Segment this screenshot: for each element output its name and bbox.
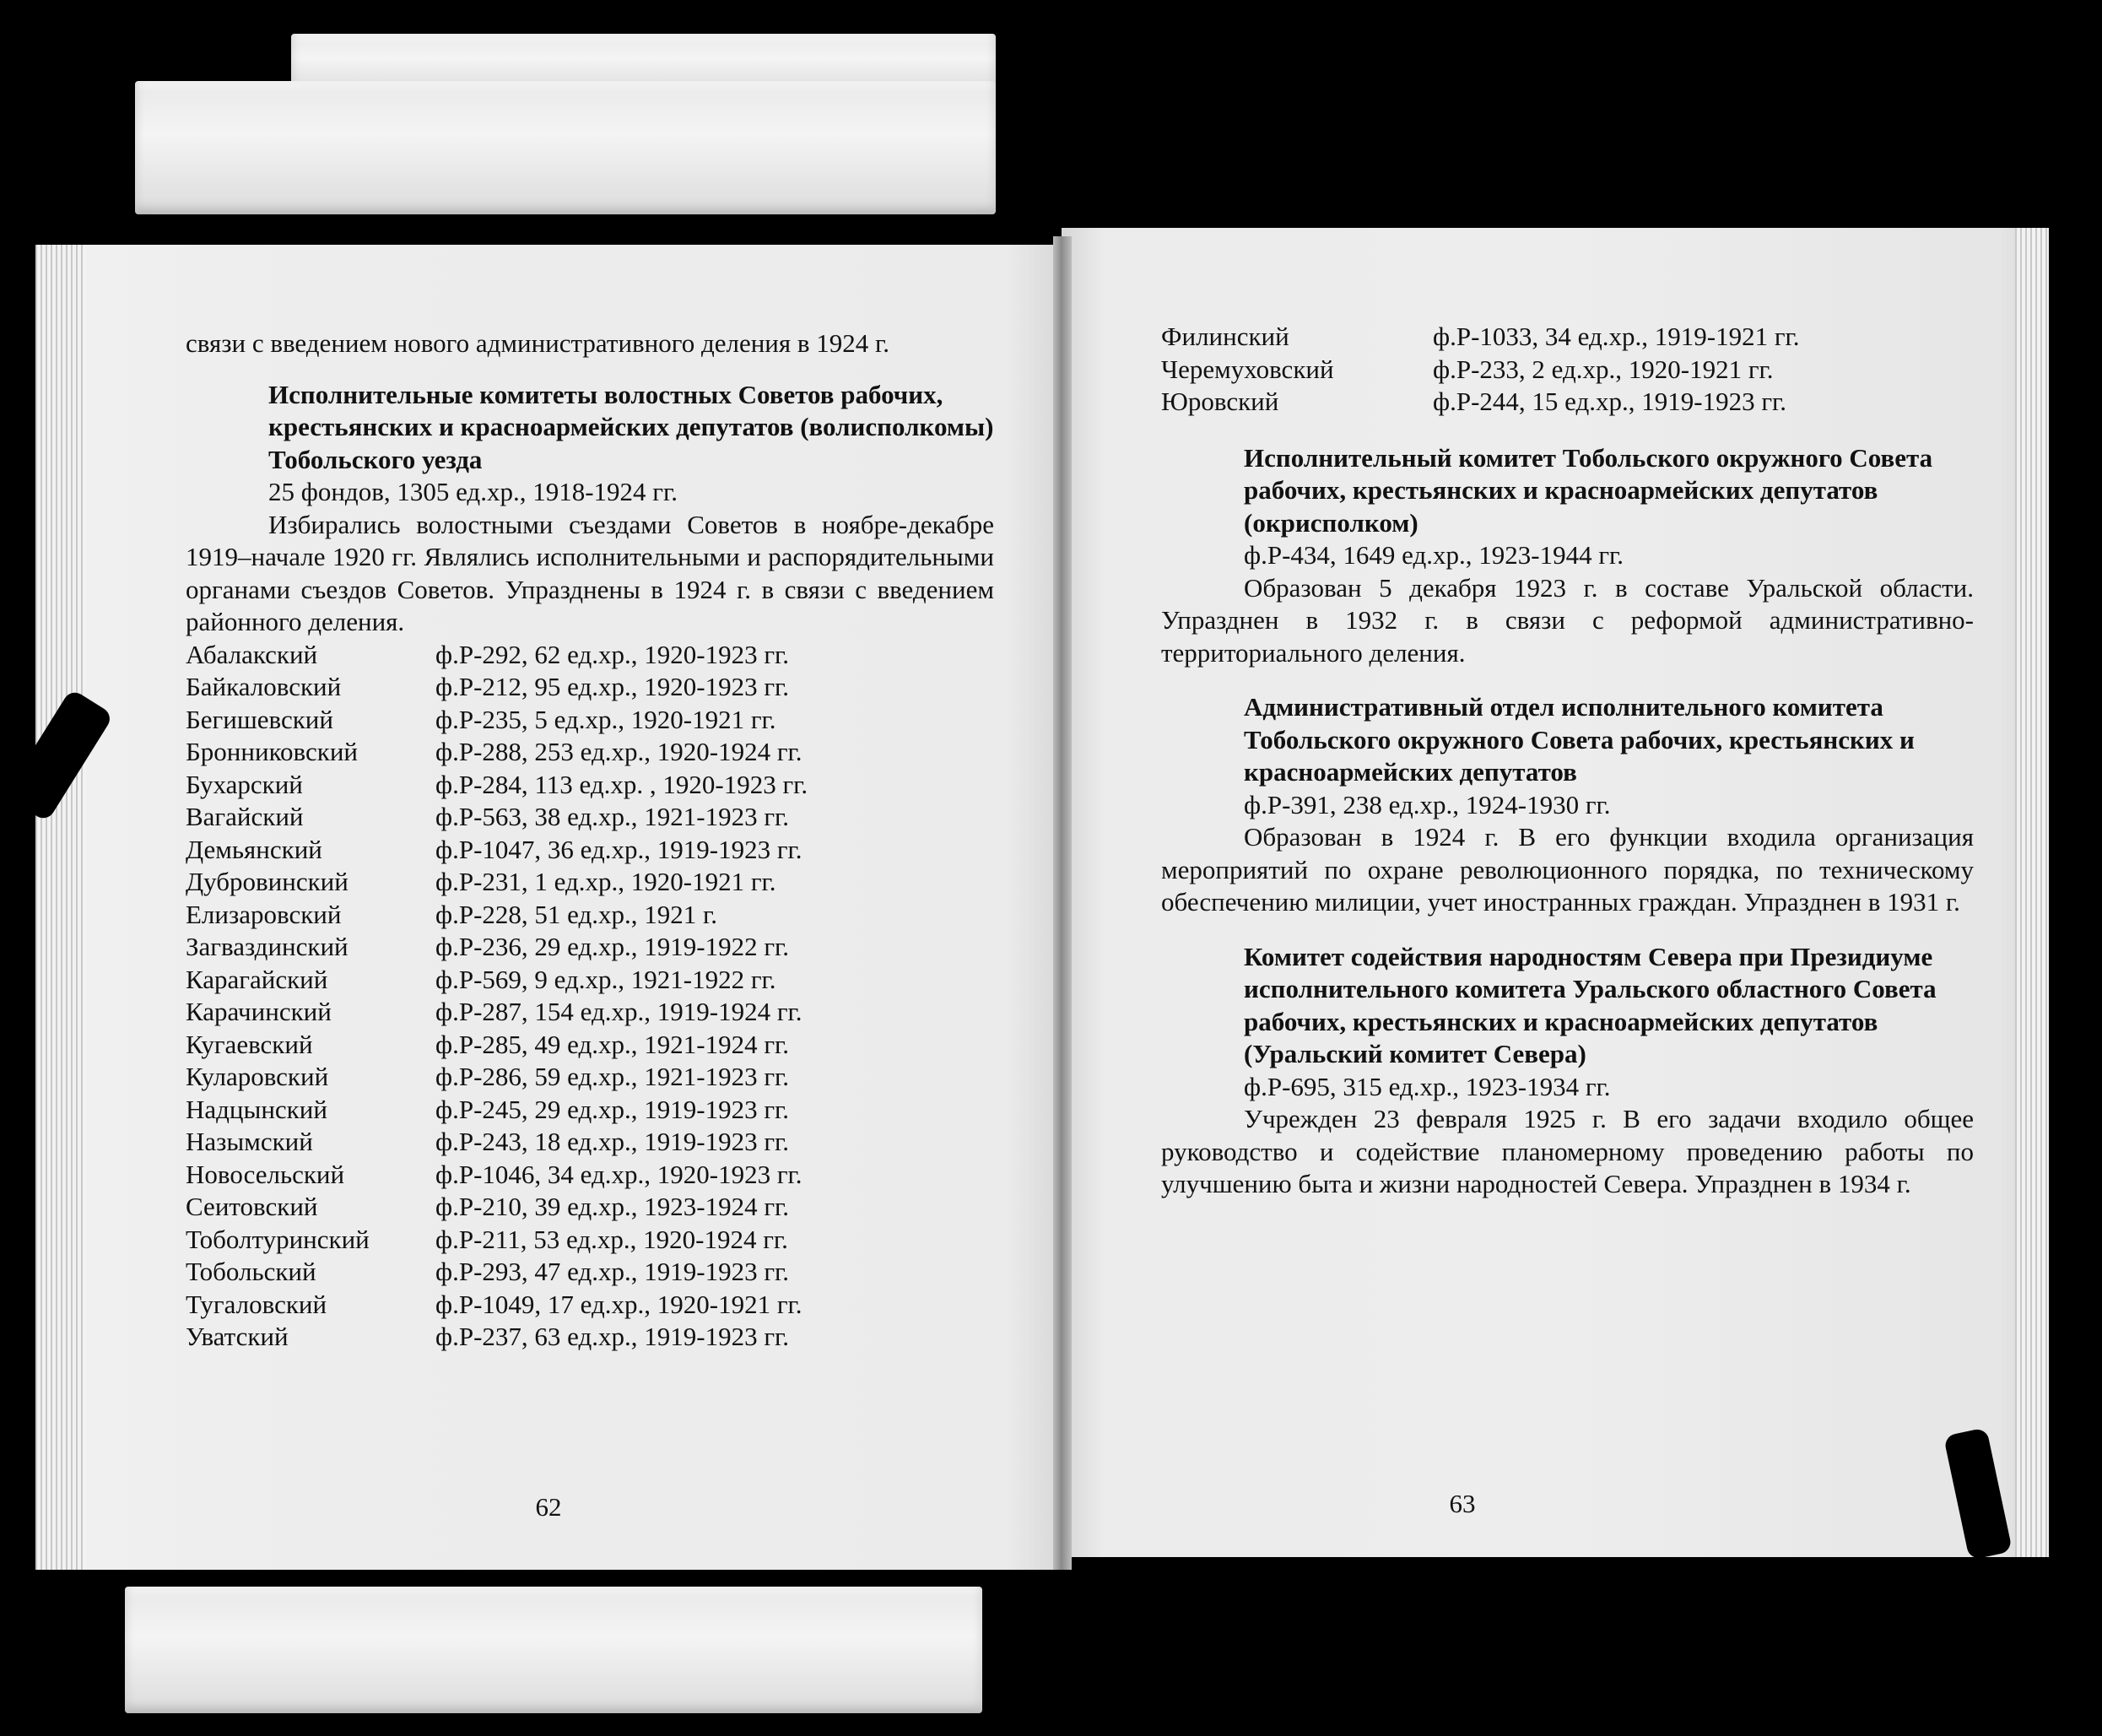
- volost-name: Загваздинский: [186, 932, 349, 961]
- fund-info: ф.Р-237, 63 ед.хр., 1919-1923 гг.: [435, 1322, 790, 1351]
- volost-name: Тобольский: [186, 1257, 316, 1286]
- list-item: [186, 1029, 994, 1062]
- list-item: [186, 964, 994, 997]
- list-item: [186, 866, 994, 899]
- volost-name: Назымский: [186, 1127, 313, 1156]
- section-meta: ф.Р-695, 315 ед.хр., 1923-1934 гг.: [1244, 1071, 1611, 1101]
- page-edge: [35, 245, 86, 1570]
- section-meta: ф.Р-391, 238 ед.хр., 1924-1930 гг.: [1244, 789, 1611, 819]
- list-item: [186, 1159, 994, 1192]
- section-meta: ф.Р-434, 1649 ед.хр., 1923-1944 гг.: [1244, 540, 1624, 570]
- fund-info: ф.Р-210, 39 ед.хр., 1923-1924 гг.: [435, 1192, 790, 1221]
- volost-name: Дубровинский: [186, 867, 349, 896]
- list-item: [186, 931, 994, 964]
- section-heading: Административный отдел исполнительного комитета Тобольского окружного Совета рабочих, крестьянских и красноармейских депутатов: [1244, 692, 1915, 787]
- fund-info: ф.Р-1033, 34 ед.хр., 1919-1921 гг.: [1433, 322, 1800, 351]
- volost-list-continued: [1161, 321, 1974, 419]
- list-item: [186, 769, 994, 802]
- page-number: 62: [535, 1492, 562, 1522]
- volost-list: [186, 639, 994, 1354]
- volost-name: Елизаровский: [186, 899, 342, 929]
- section-description: Избирались волостными съездами Советов в ноябре-декабре 1919–начале 1920 гг. Являлись исполнительными и распорядительными органами съездов Советов. Упразднены в 1924 г. в связи с введением районного деления.: [186, 509, 994, 636]
- list-item: [186, 996, 994, 1029]
- volost-name: Новосельский: [186, 1159, 345, 1189]
- section-description: Образован в 1924 г. В его функции входила организация мероприятий по охране революционного порядка, по техническому обеспечению милиции, учет иностранных граждан. Упразднен в 1931 г.: [1161, 822, 1974, 917]
- volost-name: Уватский: [186, 1322, 289, 1351]
- section-description: Учрежден 23 февраля 1925 г. В его задачи входило общее руководство и содействие планомерному проведению работы по улучшению быта и жизни народностей Севера. Упразднен в 1934 г.: [1161, 1104, 1974, 1198]
- list-item: [186, 1191, 994, 1224]
- list-item: [1161, 354, 1974, 387]
- fund-info: ф.Р-212, 95 ед.хр., 1920-1923 гг.: [435, 672, 790, 701]
- fund-info: ф.Р-228, 51 ед.хр., 1921 г.: [435, 899, 717, 929]
- section-meta: 25 фондов, 1305 ед.хр., 1918-1924 гг.: [268, 477, 678, 506]
- section-heading: Исполнительные комитеты волостных Советов рабочих, крестьянских и красноармейских депутатов (волисполкомы) Тобольского уезда: [268, 379, 994, 474]
- fund-info: ф.Р-563, 38 ед.хр., 1921-1923 гг.: [435, 802, 790, 831]
- list-item: [186, 1289, 994, 1322]
- fund-info: ф.Р-1049, 17 ед.хр., 1920-1921 гг.: [435, 1289, 802, 1319]
- volost-name: Сеитовский: [186, 1192, 318, 1221]
- fund-info: ф.Р-231, 1 ед.хр., 1920-1921 гг.: [435, 867, 776, 896]
- list-item: [186, 736, 994, 769]
- fund-info: ф.Р-235, 5 ед.хр., 1920-1921 гг.: [435, 704, 776, 734]
- volost-name: Вагайский: [186, 802, 304, 831]
- volost-name: Бухарский: [186, 769, 303, 799]
- volost-name: Абалакский: [186, 639, 318, 669]
- fund-info: ф.Р-244, 15 ед.хр., 1919-1923 гг.: [1433, 387, 1787, 416]
- volost-name: Байкаловский: [186, 672, 342, 701]
- volost-name: Надцынский: [186, 1094, 327, 1124]
- fund-info: ф.Р-285, 49 ед.хр., 1921-1924 гг.: [435, 1029, 790, 1059]
- fund-info: ф.Р-284, 113 ед.хр. , 1920-1923 гг.: [435, 769, 808, 799]
- list-item: [186, 899, 994, 932]
- foam-support-top: [135, 81, 996, 214]
- fund-info: ф.Р-1047, 36 ед.хр., 1919-1923 гг.: [435, 834, 802, 864]
- list-item: [186, 1126, 994, 1159]
- list-item: [186, 801, 994, 834]
- list-item: [186, 834, 994, 867]
- fund-info: ф.Р-243, 18 ед.хр., 1919-1923 гг.: [435, 1127, 790, 1156]
- list-item: [186, 1321, 994, 1354]
- volost-name: Куларовский: [186, 1062, 329, 1091]
- fund-info: ф.Р-288, 253 ед.хр., 1920-1924 гг.: [435, 737, 802, 766]
- right-page: [1062, 228, 2049, 1557]
- fund-info: ф.Р-292, 62 ед.хр., 1920-1923 гг.: [435, 639, 790, 669]
- fund-info: ф.Р-233, 2 ед.хр., 1920-1921 гг.: [1433, 354, 1774, 384]
- volost-name: Филинский: [1161, 322, 1289, 351]
- volost-name: Юровский: [1161, 387, 1279, 416]
- volost-name: Карачинский: [186, 997, 332, 1026]
- volost-name: Карагайский: [186, 964, 328, 994]
- page-number: 63: [1449, 1489, 1476, 1518]
- list-item: [186, 1224, 994, 1257]
- section-heading: Комитет содействия народностям Севера при Президиуме исполнительного комитета Уральского областного Совета рабочих, крестьянских и красноармейских депутатов (Уральский комитет Севера): [1244, 941, 1937, 1068]
- foam-support-bottom: [125, 1587, 982, 1713]
- list-item: [1161, 386, 1974, 419]
- fund-info: ф.Р-236, 29 ед.хр., 1919-1922 гг.: [435, 932, 790, 961]
- list-item: [186, 639, 994, 672]
- volost-name: Демьянский: [186, 834, 322, 864]
- fund-info: ф.Р-1046, 34 ед.хр., 1920-1923 гг.: [435, 1159, 802, 1189]
- fund-info: ф.Р-286, 59 ед.хр., 1921-1923 гг.: [435, 1062, 790, 1091]
- list-item: [186, 1094, 994, 1127]
- intro-text: связи с введением нового административного деления в 1924 г.: [186, 328, 890, 358]
- fund-info: ф.Р-287, 154 ед.хр., 1919-1924 гг.: [435, 997, 802, 1026]
- fund-info: ф.Р-569, 9 ед.хр., 1921-1922 гг.: [435, 964, 776, 994]
- list-item: [186, 704, 994, 737]
- list-item: [186, 1256, 994, 1289]
- section-description: Образован 5 декабря 1923 г. в составе Уральской области. Упразднен в 1932 г. в связи с реформой административно-территориального деления.: [1161, 572, 1974, 668]
- section-heading: Исполнительный комитет Тобольского окружного Совета рабочих, крестьянских и красноармейских депутатов (окрисполком): [1244, 442, 1933, 538]
- fund-info: ф.Р-245, 29 ед.хр., 1919-1923 гг.: [435, 1094, 790, 1124]
- fund-info: ф.Р-293, 47 ед.хр., 1919-1923 гг.: [435, 1257, 790, 1286]
- fund-info: ф.Р-211, 53 ед.хр., 1920-1924 гг.: [435, 1224, 788, 1254]
- volost-name: Черемуховский: [1161, 354, 1334, 384]
- volost-name: Бегишевский: [186, 704, 333, 734]
- volost-name: Бронниковский: [186, 737, 359, 766]
- list-item: [186, 671, 994, 704]
- page-edge: [2015, 228, 2049, 1557]
- book-spine: [1053, 236, 1072, 1570]
- left-page: [35, 245, 1062, 1570]
- volost-name: Кугаевский: [186, 1029, 313, 1059]
- list-item: [186, 1061, 994, 1094]
- volost-name: Тоболтуринский: [186, 1224, 370, 1254]
- list-item: [1161, 321, 1974, 354]
- volost-name: Тугаловский: [186, 1289, 327, 1319]
